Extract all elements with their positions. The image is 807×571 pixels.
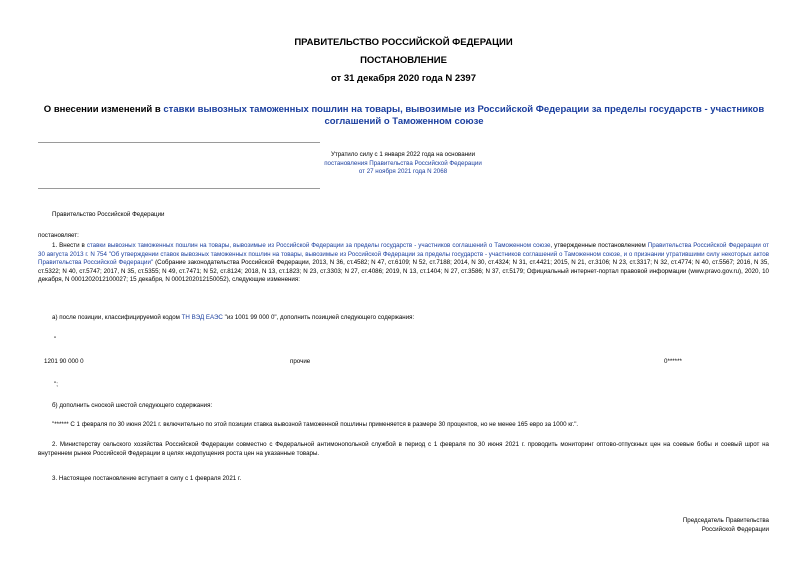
p1-mid: , утвержденные постановлением: [550, 242, 648, 249]
document-date-number: от 31 декабря 2020 года N 2397: [330, 73, 476, 84]
decrees-line: постановляет:: [38, 232, 79, 239]
title-link[interactable]: ставки вывозных таможенных пошлин на товары, вывозимые из Российской Федерации за пределы государств - участников соглашений о Таможенном союзе: [163, 104, 765, 127]
status-note: [280, 151, 526, 177]
divider-top: [38, 142, 320, 143]
divider-bottom: [38, 188, 320, 189]
quote-close: ";: [54, 381, 58, 388]
signature-block: [683, 517, 769, 534]
government-heading: ПРАВИТЕЛЬСТВО РОССИЙСКОЙ ФЕДЕРАЦИИ: [294, 37, 513, 48]
paragraph-a: [52, 314, 414, 323]
signature-line1: Председатель Правительства: [682, 517, 769, 524]
p1-start: 1. Внести в: [52, 242, 87, 249]
intro-line: Правительство Российской Федерации: [52, 211, 165, 218]
document-type: ПОСТАНОВЛЕНИЕ: [360, 55, 447, 66]
quote-open: ": [54, 336, 57, 343]
p1-end: (Собрание законодательства Российской Федерации, 2013, N 36, ст.4582; N 47, ст.6109; N 52, ст.7188; 2014, N 30, ст.4324; N 31, ст.4421; 2015, N 21, ст.3106; N 23, ст.3317; N 32, ст.4774; N 40, ст.5567; 2016, N 35, ст.5322; N 40, ст.5747; 2017, N 35, ст.5355; N 49, ст.7471; N 52, ст.8124; 2018, N 13, ст.1823; N 23, ст.3303; N 27, ст.4086; 2019, N 13, ст.1404; N 27, ст.3586; N 37, ст.5179; Официальный интернет-портал правовой информации (www.pravo.gov.ru), 2020, 10 декабря, N 0001202012100027; 15 декабря, N 0001202012150052), следующие изменения:: [38, 259, 769, 284]
row-code: 1201 90 000 0: [44, 358, 84, 365]
pa-start: а) после позиции, классифицируемой кодом: [52, 314, 182, 321]
paragraph-3: 3. Настоящее постановление вступает в силу с 1 февраля 2021 г.: [52, 475, 242, 482]
paragraph-2: 2. Министерству сельского хозяйства Российской Федерации совместно с Федеральной антимонопольной службой в период с 1 февраля по 30 июня 2021 г. проводить мониторинг оптово-отпускных цен на соевые бобы и соевый шрот на внутреннем рынке Российской Федерации в целях недопущения роста цен на указанные товары.: [38, 441, 769, 457]
document-title: [34, 104, 774, 128]
p1-link-rates[interactable]: ставки вывозных таможенных пошлин на товары, вывозимые из Российской Федерации за пределы государств - участников соглашений о Таможенном союзе: [86, 242, 551, 249]
status-note-line1: Утратило силу с 1 января 2022 года на основании: [330, 151, 476, 158]
paragraph-1: [38, 242, 769, 285]
status-note-link-line2[interactable]: постановления Правительства Российской Федерации: [324, 159, 482, 167]
p1-link-decree[interactable]: Правительства Российской Федерации от 30 августа 2013 г. N 754 "Об утверждении ставок вывозных таможенных пошлин на товары, вывозимые из Российской Федерации за пределы государств - участников соглашений о Таможенном союзе, и о признании утратившими силу некоторых актов Правительства Российской Федерации": [38, 242, 769, 267]
signature-line2: Российской Федерации: [701, 525, 769, 533]
status-note-link-line3[interactable]: от 27 ноября 2021 года N 2068: [358, 168, 448, 176]
footnote-text: "****** С 1 февраля по 30 июня 2021 г. включительно по этой позиции ставка вывозной таможенной пошлины применяется в размере 30 процентов, но не менее 165 евро за 1000 кг.".: [52, 421, 579, 428]
row-rate: 0******: [664, 358, 682, 365]
title-prefix: О внесении изменений в: [43, 104, 164, 115]
tn-ved-link[interactable]: ТН ВЭД ЕАЭС: [181, 314, 223, 321]
row-name: прочие: [290, 358, 311, 365]
pa-end: "из 1001 99 000 0", дополнить позицией следующего содержания:: [222, 314, 415, 321]
paragraph-b: б) дополнить сноской шестой следующего содержания:: [52, 402, 213, 409]
